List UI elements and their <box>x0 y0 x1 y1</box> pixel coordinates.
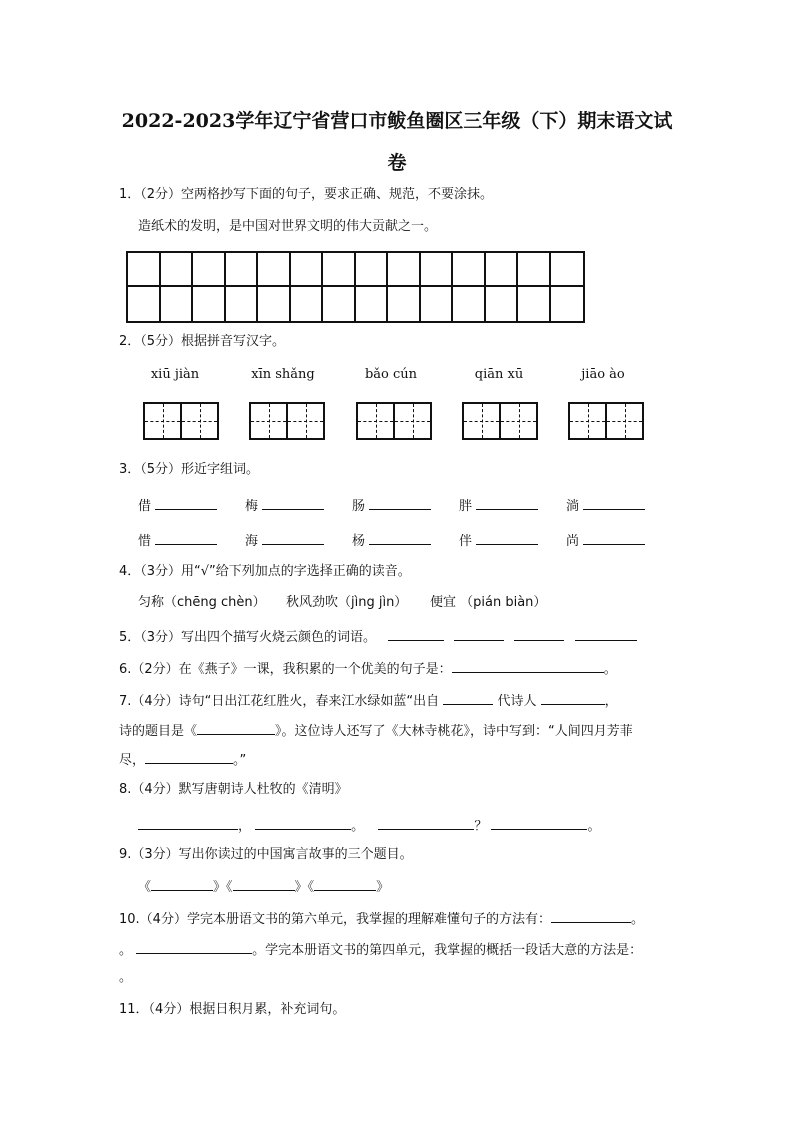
q3-blank[interactable] <box>155 530 217 545</box>
q8-punct-3: ？ <box>474 819 488 834</box>
q7-blank-poet[interactable] <box>541 690 605 705</box>
q8-blank-2[interactable] <box>255 815 351 830</box>
q1-sentence: 造纸术的发明，是中国对世界文明的伟大贡献之一。 <box>138 219 438 234</box>
q10-blank-1[interactable] <box>551 908 631 923</box>
grid-cell[interactable] <box>226 287 259 321</box>
q8-punct-2: 。 <box>351 819 365 834</box>
grid-cell[interactable] <box>128 253 161 287</box>
q7-text-b: 代诗人 <box>497 694 537 709</box>
q3-row2-item1 <box>138 530 217 549</box>
q7-blank-dynasty[interactable] <box>443 690 493 705</box>
q3-blank[interactable] <box>369 495 431 510</box>
q4-stem: 4．（3分）用“√”给下列加点的字选择正确的读音。 <box>119 564 411 579</box>
q6 <box>119 658 617 679</box>
q6-text: 6.（2分）在《燕子》一课，我积累的一个优美的句子是： <box>119 662 452 677</box>
q7-text-c: ， <box>604 694 618 709</box>
q7-text-d: 诗的题目是《 <box>119 724 198 739</box>
grid-cell[interactable] <box>258 287 291 321</box>
q3-row2-item2 <box>245 530 324 549</box>
grid-cell[interactable] <box>518 287 551 321</box>
q6-end: 。 <box>603 662 617 677</box>
q2-stem: 2．（5分）根据拼音写汉字。 <box>119 334 286 349</box>
q3-char: 尚 <box>566 534 580 549</box>
page-title-line1: 2022-2023学年辽宁省营口市鲅鱼圈区三年级（下）期末语文试 <box>121 110 673 132</box>
q2-pinyin-3: bǎo cún <box>364 367 418 382</box>
q5-blank-3[interactable] <box>514 626 564 641</box>
q3-char: 淌 <box>566 499 580 514</box>
grid-cell[interactable] <box>388 253 421 287</box>
q3-blank[interactable] <box>262 495 324 510</box>
q4-item-2[interactable]: 秋风劲吹（jìng jìn） <box>286 595 408 610</box>
q7-text-f: 尽， <box>119 753 146 768</box>
q10-blank-3[interactable]: 。 <box>119 970 133 985</box>
q3-blank[interactable] <box>476 495 538 510</box>
q3-char: 海 <box>245 534 259 549</box>
q3-char: 肠 <box>352 499 366 514</box>
grid-cell[interactable] <box>128 287 161 321</box>
q2-answer-box-5[interactable] <box>568 402 644 440</box>
grid-cell[interactable] <box>421 253 454 287</box>
q2-pinyin-4: qiān xū <box>474 367 524 382</box>
q5-blank-2[interactable] <box>454 626 504 641</box>
q9-close: 》 <box>294 880 308 895</box>
grid-cell[interactable] <box>161 253 194 287</box>
q9-blank-2[interactable] <box>233 876 295 891</box>
grid-cell[interactable] <box>486 287 519 321</box>
q3-char: 借 <box>138 499 152 514</box>
q9-close: 》 <box>376 880 390 895</box>
q2-answer-box-3[interactable] <box>356 402 432 440</box>
q9-open: 《 <box>138 880 152 895</box>
q8-blank-4[interactable] <box>491 815 587 830</box>
page-title-line2: 卷 <box>387 152 407 174</box>
grid-cell[interactable] <box>291 253 324 287</box>
q3-row2-item3 <box>352 530 431 549</box>
q5-blank-1[interactable] <box>388 626 444 641</box>
q3-char: 杨 <box>352 534 366 549</box>
q10-line2 <box>119 939 642 960</box>
q3-row1-item3 <box>352 495 431 514</box>
q8-punct-4: 。 <box>587 819 601 834</box>
q7-text-e: 》。这位诗人还写了《大林寺桃花》，诗中写到：“人间四月芳菲 <box>275 724 633 739</box>
q8-stem: 8.（4分）默写唐朝诗人杜牧的《清明》 <box>119 782 348 797</box>
grid-cell[interactable] <box>388 287 421 321</box>
q2-pinyin-1: xiū jiàn <box>150 367 200 382</box>
q2-answer-box-1[interactable] <box>143 402 219 440</box>
q3-blank[interactable] <box>583 495 645 510</box>
q3-blank[interactable] <box>155 495 217 510</box>
q3-blank[interactable] <box>476 530 538 545</box>
q10-text-d: 。学完本册语文书的第四单元，我掌握的概括一段话大意的方法是： <box>252 943 643 958</box>
q8-punct-1: ， <box>238 819 252 834</box>
q4-item-1[interactable]: 匀称（chēng chèn） <box>138 595 266 610</box>
q10-line3 <box>119 969 132 987</box>
q10-text-b: 。 <box>630 912 644 927</box>
q5-text: 5．（3分）写出四个描写火烧云颜色的词语。 <box>119 630 377 645</box>
q10-text-c: 。 <box>119 943 133 958</box>
q9-blank-1[interactable] <box>151 876 213 891</box>
q9-stem: 9.（3分）写出你读过的中国寓言故事的三个题目。 <box>119 847 413 862</box>
q3-row1-item5 <box>566 495 645 514</box>
q2-answer-box-4[interactable] <box>462 402 538 440</box>
q2-answer-box-2[interactable] <box>249 402 325 440</box>
q1-writing-grid[interactable] <box>126 251 585 323</box>
grid-cell[interactable] <box>323 253 356 287</box>
q3-stem: 3．（5分）形近字组词。 <box>119 462 260 477</box>
q10-line1 <box>119 908 644 929</box>
q5-blank-4[interactable] <box>575 626 637 641</box>
q3-row1-item1 <box>138 495 217 514</box>
q11-stem: 11．（4分）根据日积月累，补充词句。 <box>119 1002 346 1017</box>
grid-cell[interactable] <box>551 253 584 287</box>
q9-blank-3[interactable] <box>314 876 376 891</box>
q7-blank-verse[interactable] <box>145 749 233 764</box>
grid-cell[interactable] <box>486 253 519 287</box>
q7-text-g: 。” <box>233 753 247 768</box>
q3-blank[interactable] <box>369 530 431 545</box>
q10-blank-2[interactable] <box>136 939 252 954</box>
q3-char: 惜 <box>138 534 152 549</box>
grid-cell[interactable] <box>161 287 194 321</box>
grid-cell[interactable] <box>453 253 486 287</box>
grid-cell[interactable] <box>193 287 226 321</box>
q6-blank[interactable] <box>452 658 604 673</box>
q3-row2-item5 <box>566 530 645 549</box>
q9-answer-line <box>138 876 389 897</box>
q2-pinyin-2: xīn shǎng <box>251 367 315 382</box>
grid-cell[interactable] <box>421 287 454 321</box>
q5-stem <box>119 626 637 647</box>
q8-blank-1[interactable] <box>138 815 238 830</box>
q3-row1-item2 <box>245 495 324 514</box>
grid-cell[interactable] <box>551 287 584 321</box>
q3-row1-item4 <box>459 495 538 514</box>
grid-cell[interactable] <box>518 253 551 287</box>
q7-text-a: 7.（4分）诗句“日出江花红胜火，春来江水绿如蓝“出自 <box>119 694 440 709</box>
grid-cell[interactable] <box>453 287 486 321</box>
q7-blank-title[interactable] <box>197 720 275 735</box>
q10-text-a: 10.（4分）学完本册语文书的第六单元，我掌握的理解难懂句子的方法有： <box>119 912 551 927</box>
q7-line2 <box>119 720 633 741</box>
q9-open: 《 <box>307 880 315 895</box>
q9-open: 《 <box>226 880 233 895</box>
q3-blank[interactable] <box>583 530 645 545</box>
q8-answer-line <box>138 815 600 836</box>
grid-cell[interactable] <box>226 253 259 287</box>
q4-item-3[interactable]: 便宜 （pián biàn） <box>430 595 547 610</box>
q7-line1 <box>119 690 618 711</box>
q1-stem: 1．（2分）空两格抄写下面的句子，要求正确、规范，不要涂抹。 <box>119 187 494 202</box>
q3-char: 胖 <box>459 499 473 514</box>
grid-cell[interactable] <box>356 253 389 287</box>
q3-char: 梅 <box>245 499 259 514</box>
q8-blank-3[interactable] <box>378 815 474 830</box>
q3-char: 伴 <box>459 534 473 549</box>
q3-blank[interactable] <box>262 530 324 545</box>
grid-cell[interactable] <box>193 253 226 287</box>
q2-pinyin-5: jiāo ào <box>581 367 625 382</box>
q7-line3 <box>119 749 246 770</box>
grid-cell[interactable] <box>356 287 389 321</box>
q3-row2-item4 <box>459 530 538 549</box>
grid-cell[interactable] <box>323 287 356 321</box>
q9-close: 》 <box>213 880 227 895</box>
grid-cell[interactable] <box>291 287 324 321</box>
grid-cell[interactable] <box>258 253 291 287</box>
